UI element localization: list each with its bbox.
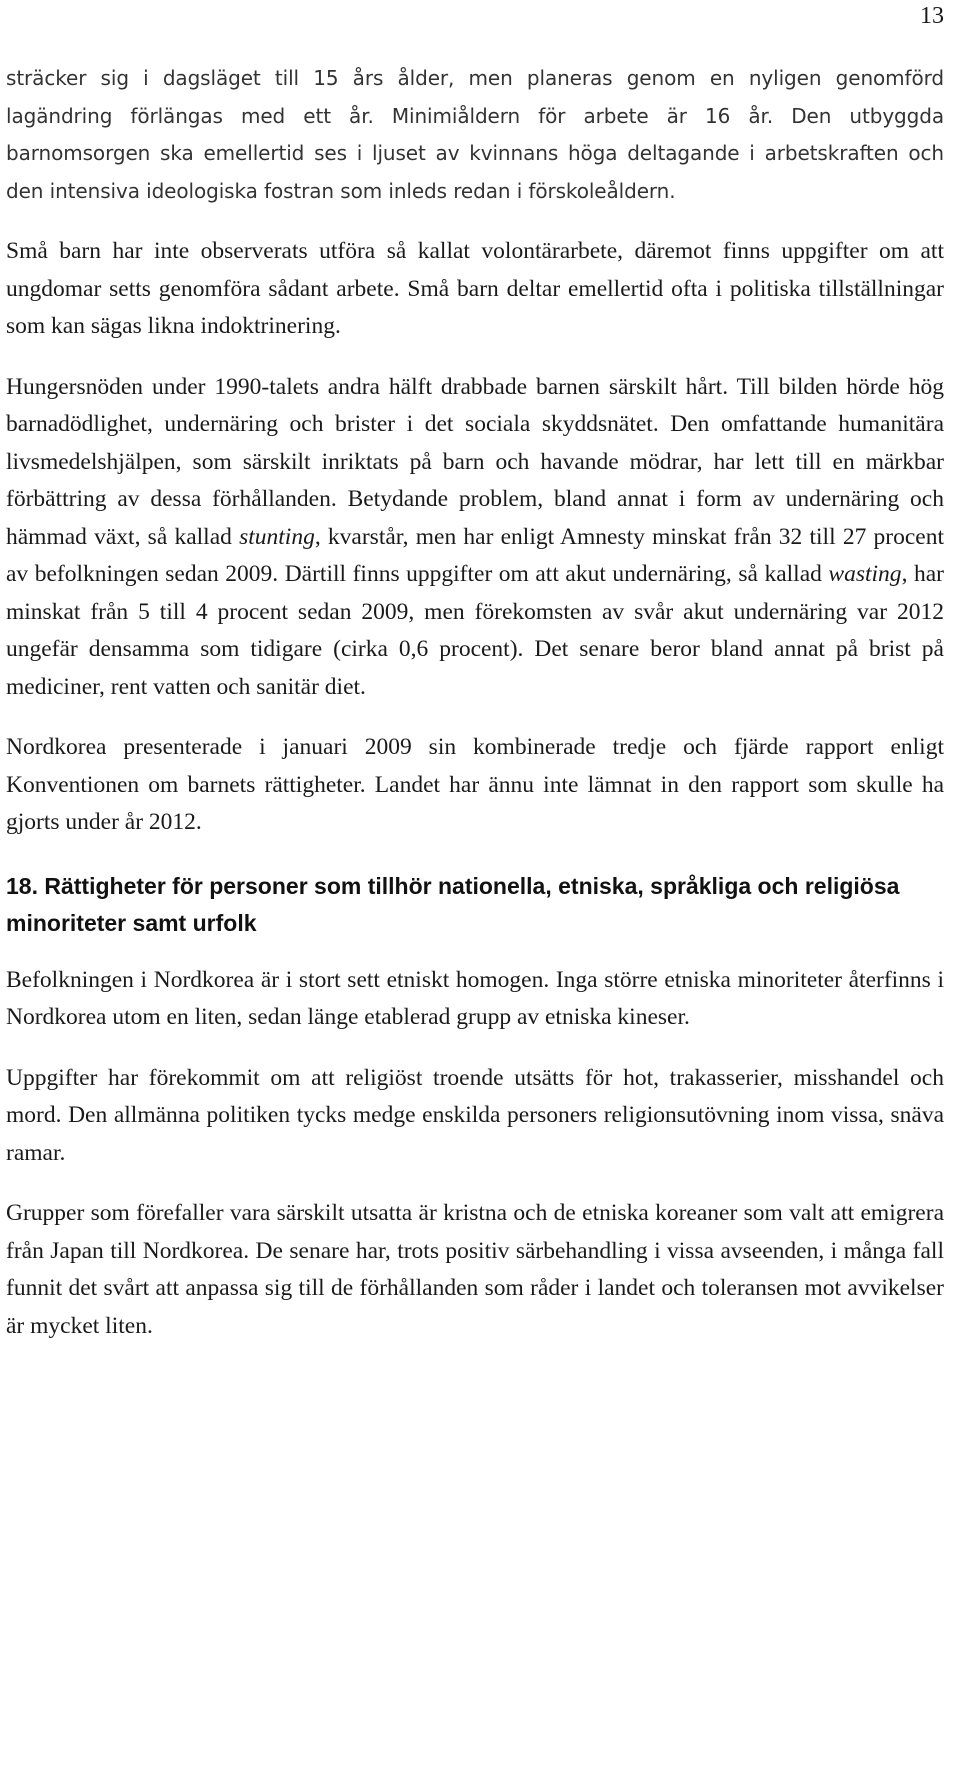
term-stunting: stunting (239, 523, 315, 550)
paragraph-religious-persecution: Uppgifter har förekommit om att religiöst troende utsätts för hot, trakasserier, misshandel och mord. Den allmänna politiken tycks medge enskilda personers religionsutövning inom vissa, snäva ramar. (6, 1064, 944, 1166)
famine-text-part-2: , kvarstår, men har enligt Amnesty minskat från 32 till 27 procent av befolkningen sedan 2009. Därtill finns uppgifter om att akut undernäring, så kallad (6, 523, 944, 587)
paragraph-crc-report: Nordkorea presenterade i januari 2009 sin kombinerade tredje och fjärde rapport enligt Konventionen om barnets rättigheter. Landet har ännu inte lämnat in den rapport som skulle ha gjorts under år 2012. (6, 734, 944, 835)
term-wasting: wasting (828, 561, 902, 587)
paragraph-childcare: sträcker sig i dagsläget till 15 års ålder, men planeras genom en nyligen genomförd lagändring förlängas med ett år. Minimiåldern för arbete är 16 år. Den utbyggda barnomsorgen ska emellertid ses i ljuset av kvinnans höga deltagande i arbetskraften och den intensiva ideologiska fostran som inleds redan i förskoleåldern. (6, 66, 944, 203)
famine-text-part-3: , har minskat från 5 till 4 procent sedan 2009, men förekomsten av svår akut undernäring var 2012 ungefär densamma som tidigare (cirka 0,6 procent). Det senare beror bland annat på brist på mediciner, rent vatten och sanitär diet. (6, 561, 944, 700)
paragraph-vulnerable-groups: Grupper som förefaller vara särskilt utsatta är kristna och de etniska koreaner som valt att emigrera från Japan till Nordkorea. De senare har, trots positiv särbehandling i vissa avseenden, i många fall funnit det svårt att anpassa sig till de förhållanden som råder i landet och toleransen mot avvikelser är mycket liten. (6, 1200, 944, 1339)
section-heading (6, 868, 944, 942)
famine-text-part-1: Hungersnöden under 1990-talets andra hälft drabbade barnen särskilt hårt. Till bilden hörde hög barnadödlighet, undernäring och brister i det sociala skyddsnätet. Den omfattande humanitära livsmedelshjälpen, som särskilt inriktats på barn och havande mödrar, har lett till en märkbar förbättring av dessa förhållanden. Betydande problem, bland annat i form av undernäring och hämmad växt, så kallad (6, 373, 944, 550)
section-number: 18. (6, 872, 38, 899)
page-number: 13 (920, 3, 944, 29)
paragraph-ethnic-homogeneity: Befolkningen i Nordkorea är i stort sett etniskt homogen. Inga större etniska minoriteter återfinns i Nordkorea utom en liten, sedan länge etablerad grupp av etniska kineser. (6, 966, 944, 1030)
section-title: Rättigheter för personer som tillhör nationella, etniska, språkliga och religiösa minoriteter samt urfolk (6, 872, 900, 936)
document-body (6, 60, 944, 1345)
paragraph-famine (6, 369, 944, 707)
paragraph-volunteer-work: Små barn har inte observerats utföra så kallat volontärarbete, däremot finns uppgifter om att ungdomar setts genomföra sådant arbete. Små barn deltar emellertid ofta i politiska tillställningar som kan sägas likna indoktrinering. (6, 238, 944, 339)
